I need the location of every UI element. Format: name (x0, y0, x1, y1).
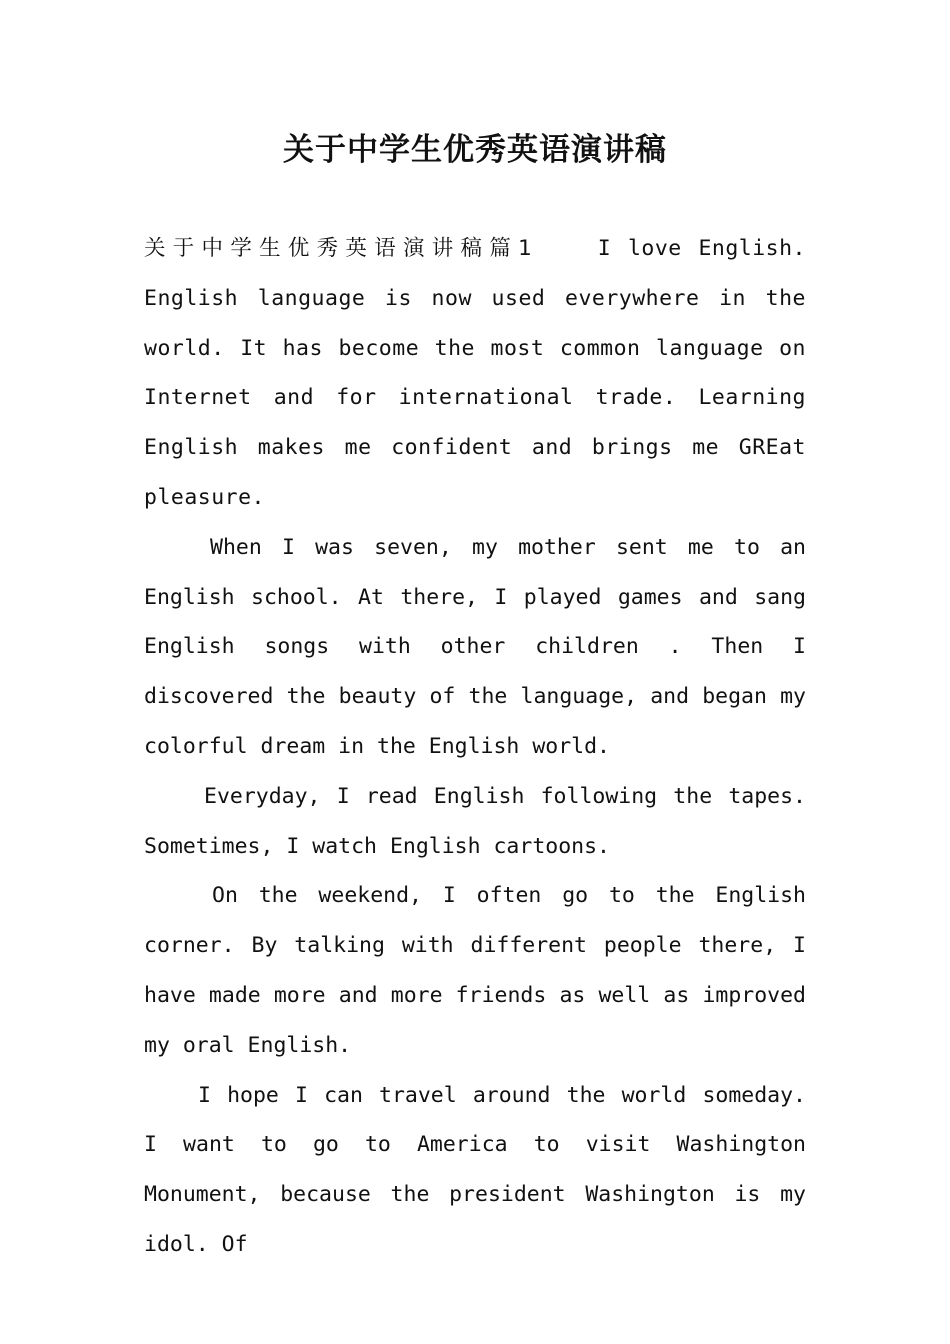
paragraph-2: When I was seven, my mother sent me to an English school. At there, I played games and sang English songs with other children . Then I discovered the beauty of the language, and began my colorful dream in the English world. (144, 534, 806, 759)
section-label: 关于中学生优秀英语演讲稿篇1 (144, 236, 536, 261)
document-title: 关于中学生优秀英语演讲稿 (283, 132, 667, 168)
paragraph-1-text: I love English. English language is now used everywhere in the world. It has become the most common language on Internet and for international trade. Learning English makes me confident and brings me GREat pleasure. (144, 236, 806, 510)
paragraph-1 (144, 224, 806, 523)
paragraph-3: Everyday, I read English following the tapes. Sometimes, I watch English cartoons. (144, 783, 806, 859)
paragraph-4: On the weekend, I often go to the English corner. By talking with different people there, I have made more and more friends as well as improved my oral English. (144, 883, 806, 1058)
paragraph-5: I hope I can travel around the world someday. I want to go to America to visit Washington Monument, because the president Washington is my idol. Of (144, 1082, 806, 1257)
document-body (144, 224, 806, 1270)
